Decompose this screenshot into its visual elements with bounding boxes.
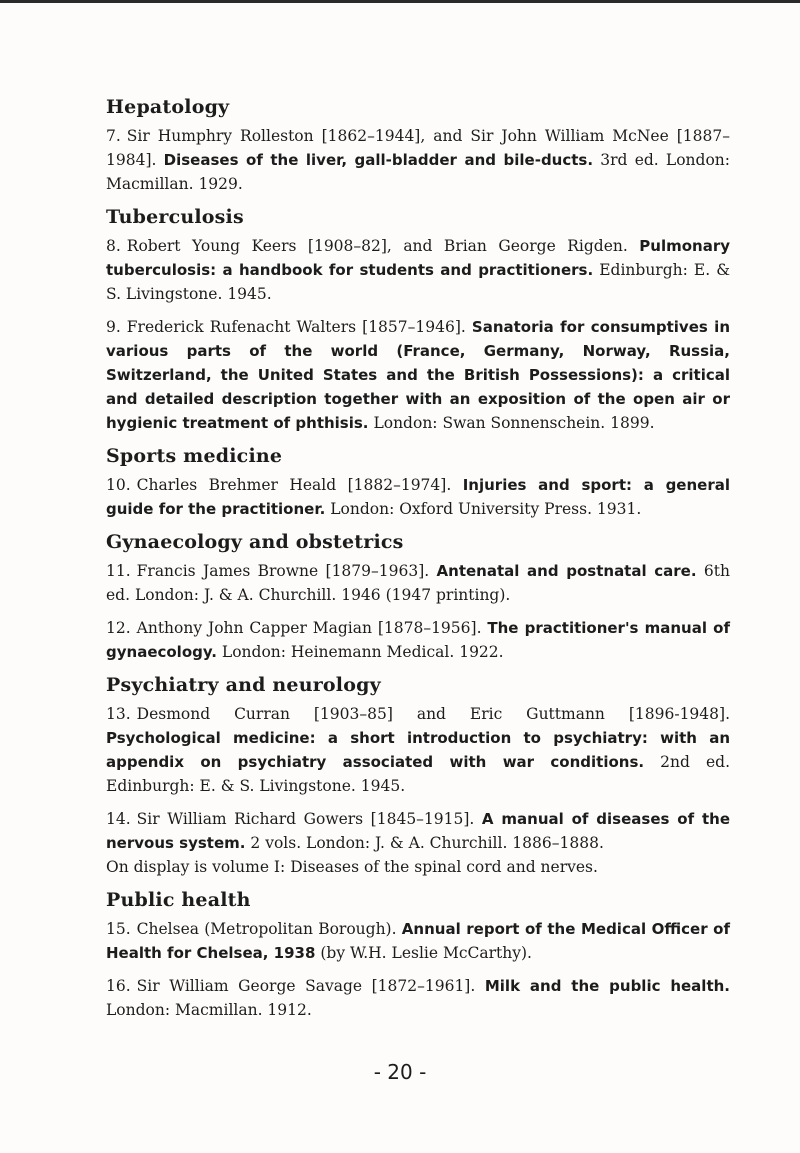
bibliography-entry (106, 974, 730, 1022)
entry-author: Desmond Curran [1903–85] and Eric Guttmann [1896-1948]. (136, 705, 730, 723)
entry-title: Sanatoria for consumptives in various parts of the world (France, Germany, Norway, Russia, Switzerland, the United States and the British Possessions): a critical and detailed description together with an exposition of the open air or hygienic treatment of phthisis. (106, 318, 730, 432)
entry-publication: (by W.H. Leslie McCarthy). (320, 944, 532, 962)
entry-number: 14. (106, 810, 131, 828)
section-gynaecology-and-obstetrics (106, 531, 730, 664)
bibliography-entry (106, 124, 730, 196)
entry-author: Robert Young Keers [1908–82], and Brian George Rigden. (126, 237, 628, 255)
entry-title: Injuries and sport: a general guide for the practitioner. (106, 476, 730, 518)
entry-author: Charles Brehmer Heald [1882–1974]. (136, 476, 452, 494)
entry-publication: Edinburgh: E. & S. Livingstone. 1945. (106, 261, 730, 303)
bibliography-entry (106, 559, 730, 607)
bibliography-entry (106, 616, 730, 664)
entry-title: Psychological medicine: a short introduction to psychiatry: with an appendix on psychiatry associated with war conditions. (106, 729, 730, 771)
entry-number: 10. (106, 476, 131, 494)
entry-title: Pulmonary tuberculosis: a handbook for students and practitioners. (106, 237, 730, 279)
entry-number: 16. (106, 977, 131, 995)
entry-title: A manual of diseases of the nervous system. (106, 810, 730, 852)
entry-number: 12. (106, 619, 131, 637)
bibliography-entry (106, 473, 730, 521)
section-sports-medicine (106, 445, 730, 521)
page-number: - 20 - (373, 1060, 427, 1084)
entry-note: On display is volume I: Diseases of the spinal cord and nerves. (106, 858, 598, 876)
section-hepatology (106, 96, 730, 196)
section-heading: Psychiatry and neurology (106, 674, 381, 696)
entry-publication: London: Heinemann Medical. 1922. (221, 643, 504, 661)
entry-title: The practitioner's manual of gynaecology. (106, 619, 730, 661)
entry-title: Antenatal and postnatal care. (436, 562, 697, 580)
entry-author: Sir William Richard Gowers [1845–1915]. (136, 810, 475, 828)
entry-number: 13. (106, 705, 131, 723)
section-tuberculosis (106, 206, 730, 435)
bibliography-entry (106, 702, 730, 798)
entry-publication: 2 vols. London: J. & A. Churchill. 1886–1888. (250, 834, 604, 852)
bibliography-entry (106, 917, 730, 965)
section-heading: Public health (106, 889, 251, 911)
section-heading: Gynaecology and obstetrics (106, 531, 404, 553)
entry-number: 9. (106, 318, 121, 336)
entry-author: Francis James Browne [1879–1963]. (136, 562, 430, 580)
entry-title: Annual report of the Medical Officer of Health for Chelsea, 1938 (106, 920, 730, 962)
entry-author: Sir Humphry Rolleston [1862–1944], and Sir John William McNee [1887–1984]. (106, 127, 730, 169)
entry-author: Frederick Rufenacht Walters [1857–1946]. (126, 318, 466, 336)
entry-publication: London: Oxford University Press. 1931. (330, 500, 642, 518)
section-psychiatry-and-neurology (106, 674, 730, 879)
bibliography-entry (106, 315, 730, 435)
entry-title: Milk and the public health. (484, 977, 730, 995)
entry-author: Anthony John Capper Magian [1878–1956]. (136, 619, 482, 637)
bibliography-entry (106, 234, 730, 306)
top-border (0, 0, 800, 3)
bibliography-page (106, 96, 730, 1032)
section-heading: Sports medicine (106, 445, 283, 467)
entry-number: 7. (106, 127, 121, 145)
entry-author: Chelsea (Metropolitan Borough). (136, 920, 397, 938)
section-public-health (106, 889, 730, 1022)
entry-number: 11. (106, 562, 131, 580)
entry-publication: London: Macmillan. 1912. (106, 1001, 312, 1019)
bibliography-entry (106, 807, 730, 879)
entry-publication: 2nd ed. Edinburgh: E. & S. Livingstone. 1945. (106, 753, 730, 795)
entry-author: Sir William George Savage [1872–1961]. (136, 977, 476, 995)
entry-publication: 3rd ed. London: Macmillan. 1929. (106, 151, 731, 193)
entry-publication: 6th ed. London: J. & A. Churchill. 1946 (1947 printing). (106, 562, 730, 604)
entry-publication: London: Swan Sonnenschein. 1899. (373, 414, 655, 432)
entry-title: Diseases of the liver, gall-bladder and bile-ducts. (163, 151, 594, 169)
section-heading: Tuberculosis (106, 206, 244, 228)
section-heading: Hepatology (106, 96, 230, 118)
entry-number: 8. (106, 237, 121, 255)
entry-number: 15. (106, 920, 131, 938)
